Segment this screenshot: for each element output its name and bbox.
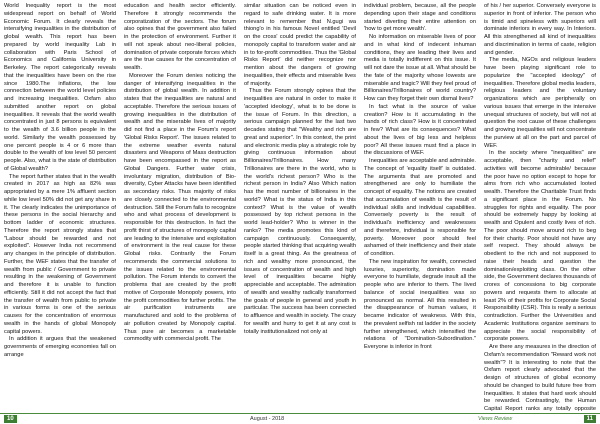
text-column-5 [484, 3, 596, 412]
text-column-1 [4, 3, 116, 412]
page-number-left: 10 [4, 415, 17, 423]
paragraph: In addition it argues that the weakened governments of emerging economies fall on arrange [4, 336, 116, 358]
paragraph: Are there any measures in the direction of Oxfam's recommendation "Reward work not wealth"? It is interesting to note that the Oxfam report clearly advocated that the design of structures of global economy should be changed to build future free from Inequalities. It states that hard work should be rewarded. Contrastingly, the Human Capital Report ranks any totally opposite [484, 344, 596, 412]
footer-right [300, 413, 600, 424]
paragraph: In fact what is the source of value creation? How is it accumulating in the hands of rich class? How is it concentrated in few? What are its consequences? What about the lives of big less and helpless poor? All these issues must find a place in the discussions of WEF. [364, 103, 476, 157]
text-column-2 [124, 3, 236, 412]
paragraph: Thus the Forum strongly opines that the inequalities are natural in order to make it 'accepted ideology', what is to be done is the issue of Forum. In this direction, a serious campaign planned for the last two decades stating that "Wealthy and rich are great and superior". In this context, the print and electronic media play a strategic role by giving continuous information about Billionaires/Trillionaires. How many Trillionaires are there in the world, who is the world's richest person? Who is the richest person in India? Also Which nation has the most number of billionaires in the world? What is the status of India in this context? What is the value of wealth possessed by top richest persons in the world lead-holder? Who is winner in the ranks? The media promotes this kind of campaign continuously. Consequently, people started thinking that acquiring wealth itself is a great thing. As the greatness of rich and wealthy more pronounced, the issues of concentration of wealth and high level of inequalities became highly appreciable and acceptable. The admiration of wealth and wealthy radically transformed the goals of people in general and youth in particular. The success has been connected to affluence and wealth in society. The crazy for wealth and hurry to get it at any cost is totally institutionalized not only at [244, 88, 356, 335]
paragraph: No information on miserable lives of poor and in what kind of indecent inhuman conditions, they are leading their lives and media is totally indifferent on this issue. It will not dare the issue at all. What should be the fate of the majority whose lowests are miserable and tragic? Will they feel proud of Billionaires/Trillionaires of world country? How can they forget their own dismal lives? [364, 34, 476, 102]
issue-date: August - 2018 [250, 416, 285, 422]
paragraph: individual problem, because, all the people depending upon their stage and conditions started diverting their entire attention on 'how to get more wealth'. [364, 3, 476, 33]
paragraph: In the society where "inequalities" are acceptable, then "charity and relief" activities will become admirable/ because the poor have no option except to hope for alms from rich who accumulated looted wealth. Therefore the Charitable Trust finds a significant place in the Forum. No struggles for rights and equality. The poor should be extremely happy by looking at wealth and Opulent and costly lives of rich. The poor should move around rich to beg for their charity. Poor should not have any self respect. They should always be obedient to the rich and not supposed to raise their heads and question the domination/exploiting class. On the other side, the Government declares thousands of crores of concessions to big corporate powers and requests them to allocate at least 2% of their profits for Corporate Social Responsibility (CSR). This is really a serious contradiction. Further the Universities and Academic Institutions organize seminars to appreciate the social responsibility of corporate powers. [484, 150, 596, 343]
paragraph: World Inequality report is the most widespread report on behalf of World Economic Forum. It clearly reveals the intensifying inequalities in the distribution of global wealth. This report has been prepared by world inequality Lab in collaboration with Paris School of Economics and California University in Berkeley. The report categorically reveals that the inequalities have been on the rise since 1980.The inflations, the low connection between the world level policies and increasing inequalities. Oxfam also submitted another report on global inequalities. It reveals that the world wealth concentrated in just 8 persons is equivalent to the wealth of 3.6 billion people in the world. Similarly the wealth possessed by one percent people is 4 or 6 more than double to the wealth of low level 50 percent people. Also, what is the state of distribution of Global wealth? [4, 3, 116, 172]
paragraph: similar situation can be noticed even in regard to safe drinking water. It is more relevant to remember that N.gugi wa thiong'o in his famous Novel entitled 'Devil on the cross' could predict the capability of monopoly capital to transform water and air in to for-profit commodities. Thus the 'Global Risks Report' did neither recognize nor mention about the dangers of growing inequalities, their effects and miserable lives of majority. [244, 3, 356, 87]
page-number-right: 11 [584, 415, 596, 423]
paragraph: The media, NGOs and religious leaders have been playing significant role to popularize the "accepted ideology" of inequalities. Therefore global media leaders, religious leaders and the voluntary organizations which are peripherally on various issues that emerge in the intensive unequal structures of society, but will not at question the root cause of these challenges and growing inequalities will not concentrate the purview at all on the part and parcel of WEF. [484, 57, 596, 149]
paragraph: The report further states that in the wealth created in 2017 as high as 82% was appropriated by a mere 1% affluent section while low level 50% did not get any share in it. The clearly indicates the unimportance of these persons in the social hierarchy and bottom ladder of economic structures. Therefore the report strongly states that "Labour should be rewarded and not exploited". However India not recommend any changes in the principle of distribution. Further, the WEF states that the transfer of wealth from public / Government to private resulting in the weakening of Government and therefore it is unable to function efficiently. Still it did not accept the fact that the transfer of wealth from public to private in various forms is one of the serious causes for the concentration of enormous wealth in the hands of global Monopoly capital powers. [4, 173, 116, 335]
paragraph: The new inspiration for wealth, connected luxuries, superiority, domination made everyone to humiliate, degrade insult all the people who are inferior to them. The lived balance of social inequalities was so pronounced as normal. All this resulted in the disappearance of human values, it became indicator of weakness. With this, the prevalent selfish rat ladder in the society further strengthened, which intensified the relations of "Domination-Subordination." Everyone is inferior in front [364, 258, 476, 350]
text-column-3 [244, 3, 356, 412]
paragraph: Inequalities are acceptable and admirable. The concept of 'equality itself' is outdated. The arguments that are promoted and strengthened are only to humiliate the concept of equality. The notions are created that accumulation of wealth is the result of individual skills and individual capabilities. Conversely poverty is the result of individual's inefficiency and weaknesses and therefore, individual is responsible for poverty. Moreover poor should feel ashamed of their inefficiency and their state of condition. [364, 158, 476, 257]
magazine-name: Views Review [478, 416, 513, 422]
text-column-4 [364, 3, 476, 412]
paragraph: of his / her superior. Conversely everyone is superior in front of inferior. The person who is timid and spineless with superiors will dominate inferiors in every way. In Interiors. All this strengthened all kind of inequalities and discrimination in terms of caste, religion and gender. [484, 3, 596, 56]
paragraph: education and health sector efficiently. Therefore it strongly recommends the corporatization of the sectors. The forum also opines that the government also failed in the protection of environment. Further it will not speak about neo-liberal policies, domination of private corporate forces which are the true causes for the concentration of wealth. [124, 3, 236, 71]
paragraph: Moreover the Forum denies noticing the danger of intensifying inequalities in the distribution of global wealth. In addition it states that the inequalities are natural and acceptable. Therefore the serious issues of growing inequalities in the distribution of wealth and the miserable lives of majority did not find a place in the Forum's report 'Global Risks Report'. The issues related to the extreme weather events natural disasters and Weapons of Mass destruction have been encompassed in the report as Global Dangers. Further water crisis, involuntary migration, distribution of Bio-diversity, Cyber Attacks have been identified as secondary risks. Thus majority of risks are closely connected to the environmental destruction. Still the Forum fails to recognize who and what process of development is responsible for this destruction. In fact the profit thirst of structures of monopoly capital are leading to the intensive and exploitation of environment is the real cause for these Global risks. Contrarily the Forum recommends the commercial solutions to the issues related to the environmental pollution. The Forum intends to convert the problems that are created by the profit motive of Corporate Monopoly powers, into the profit commodities for further profits. The air purification instruments are manufactured and sold to the problems of air pollution created by Monopoly capital. Thus pure air becomes a marketable commodity with commercial profit. The [124, 72, 236, 343]
